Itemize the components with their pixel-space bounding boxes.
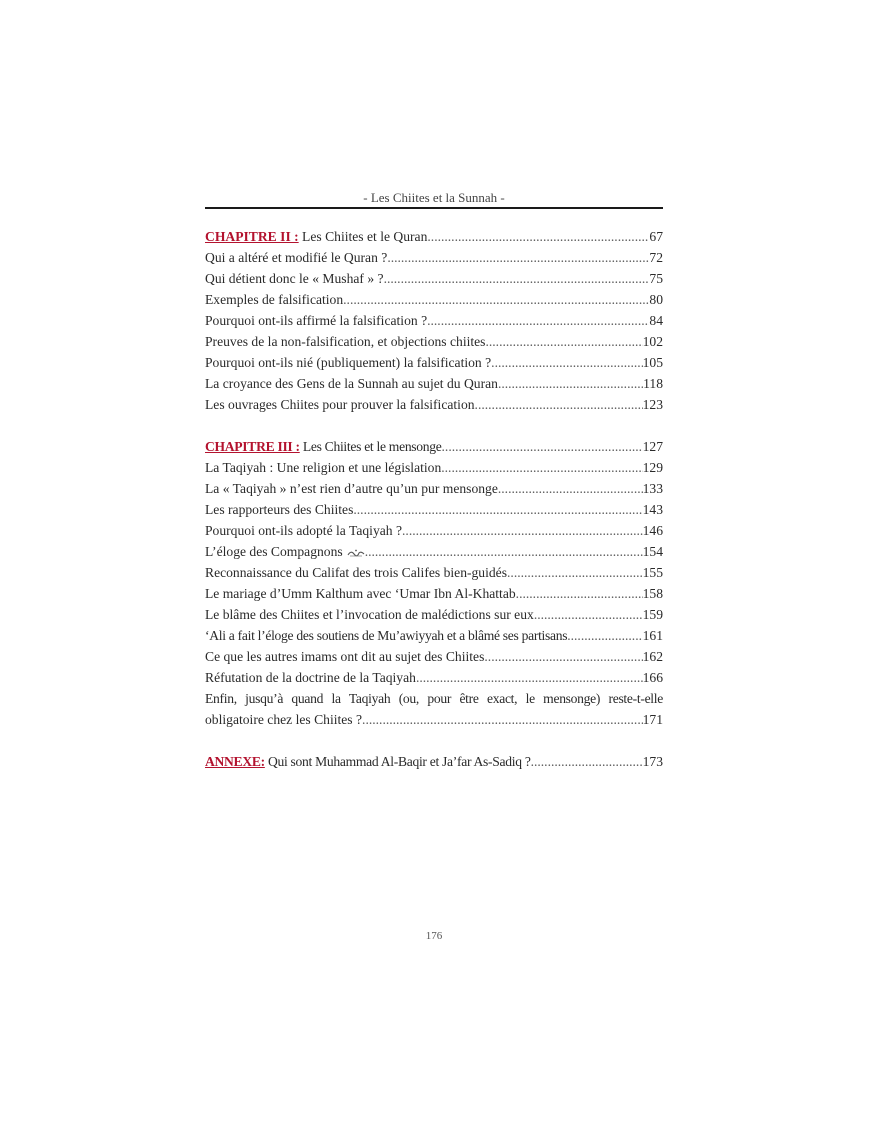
dot-leader (475, 394, 643, 415)
toc-entry (205, 457, 663, 478)
toc-entry-first-line: Enfin, jusqu’à quand la Taqiyah (ou, pour être exact, le mensonge) reste-t-elle (205, 691, 663, 706)
dot-leader (416, 667, 643, 688)
chapter-label: ANNEXE: (205, 754, 265, 769)
toc-chapter-title (205, 226, 427, 247)
toc-entry-title: Qui a altéré et modifié le Quran ? (205, 250, 388, 265)
toc-entry-title: Pourquoi ont-ils nié (publiquement) la falsification ? (205, 355, 492, 370)
toc-entry-title: Reconnaissance du Califat des trois Califes bien-guidés (205, 565, 508, 580)
dot-leader (384, 268, 650, 289)
toc-section-chapter-2 (205, 226, 663, 415)
toc-page-number: 146 (642, 523, 663, 538)
dot-leader (531, 751, 643, 772)
toc-entry-title (205, 541, 365, 562)
toc-page-number: 154 (642, 544, 663, 559)
toc-entry (205, 520, 663, 541)
dot-leader (534, 604, 643, 625)
toc-page-number: 162 (642, 649, 663, 664)
toc-entry-title: Exemples de falsification (205, 292, 344, 307)
dot-leader (507, 562, 643, 583)
dot-leader (498, 478, 643, 499)
toc-page-number: 158 (642, 586, 663, 601)
chapter-title-text: Les Chiites et le mensonge (299, 439, 442, 454)
toc-entry-title: Qui détient donc le « Mushaf » ? (205, 271, 384, 286)
toc-page-number: 80 (649, 292, 663, 307)
dot-leader (491, 352, 642, 373)
toc-entry-title: Le blâme des Chiites et l’invocation de malédictions sur eux (205, 607, 534, 622)
toc-entry (205, 352, 663, 373)
toc-entry (205, 289, 663, 310)
toc-entry (205, 646, 663, 667)
toc-entry (205, 247, 663, 268)
chapter-label: CHAPITRE II : (205, 229, 299, 244)
dot-leader (427, 310, 649, 331)
dot-leader (387, 247, 649, 268)
toc-page-number: 118 (643, 376, 663, 391)
toc-entry-title: Preuves de la non-falsification, et objections chiites (205, 334, 486, 349)
toc-page-number: 67 (649, 229, 663, 244)
toc-page-number: 161 (642, 628, 663, 643)
dot-leader (498, 373, 643, 394)
dot-leader (402, 520, 643, 541)
running-header: - Les Chiites et la Sunnah - (363, 190, 505, 205)
toc-page-number: 127 (642, 439, 663, 454)
toc-entry-title: Le mariage d’Umm Kalthum avec ‘Umar Ibn Al-Khattab (205, 586, 516, 601)
toc-entry-title: ‘Ali a fait l’éloge des soutiens de Mu’awiyyah et a blâmé ses partisans (205, 628, 568, 643)
toc-entry (205, 499, 663, 520)
toc-section-annexe (205, 751, 663, 772)
toc-page-number: 102 (642, 334, 663, 349)
toc-entry (205, 604, 663, 625)
toc-entry-title: La croyance des Gens de la Sunnah au sujet du Quran (205, 376, 498, 391)
toc-entry-title: Pourquoi ont-ils affirmé la falsification ? (205, 313, 428, 328)
toc-entry (205, 268, 663, 289)
toc-page-number: 84 (649, 313, 663, 328)
dot-leader (442, 436, 643, 457)
dot-leader (485, 331, 642, 352)
header-rule (205, 207, 663, 209)
dot-leader (353, 499, 642, 520)
chapter-title-text: Les Chiites et le Quran (298, 229, 428, 244)
dot-leader (441, 457, 642, 478)
toc-entry-title: Les rapporteurs des Chiites (205, 502, 354, 517)
toc-entry (205, 709, 663, 730)
toc-entry (205, 373, 663, 394)
toc-chapter-title (205, 751, 531, 772)
toc-page-number: 166 (642, 670, 663, 685)
toc-entry-title: obligatoire chez les Chiites ? (205, 712, 363, 727)
page-number: 176 (425, 930, 443, 942)
toc-entry (205, 394, 663, 415)
dot-leader (343, 289, 649, 310)
toc-page-number: 155 (642, 565, 663, 580)
toc-page-number: 129 (642, 460, 663, 475)
table-of-contents (205, 226, 663, 772)
toc-chapter-heading (205, 436, 663, 457)
toc-page-number: 123 (642, 397, 663, 412)
toc-entry-title: Réfutation de la doctrine de la Taqiyah (205, 670, 416, 685)
toc-page-number: 173 (642, 754, 663, 769)
toc-page-number: 105 (642, 355, 663, 370)
toc-entry (205, 625, 663, 646)
toc-section-chapter-3 (205, 436, 663, 730)
chapter-title-text: Qui sont Muhammad Al-Baqir et Ja’far As-Sadiq ? (264, 754, 531, 769)
toc-entry-title: Les ouvrages Chiites pour prouver la falsification (205, 397, 475, 412)
dot-leader (567, 625, 642, 646)
toc-page-number: 143 (642, 502, 663, 517)
toc-page-number: 75 (649, 271, 663, 286)
toc-entry (205, 478, 663, 499)
dot-leader (516, 583, 643, 604)
toc-entry-title: La Taqiyah : Une religion et une législation (205, 460, 442, 475)
toc-entry-text: L’éloge des Compagnons (205, 544, 343, 559)
chapter-label: CHAPITRE III : (205, 439, 300, 454)
toc-page-number: 72 (649, 250, 663, 265)
dot-leader (427, 226, 649, 247)
toc-entry-title: Pourquoi ont-ils adopté la Taqiyah ? (205, 523, 403, 538)
toc-entry (205, 562, 663, 583)
toc-page-number: 159 (642, 607, 663, 622)
salutation-calligraphy-icon (347, 548, 365, 557)
toc-entry-title: Ce que les autres imams ont dit au sujet des Chiites (205, 649, 485, 664)
toc-entry (205, 541, 663, 562)
toc-entry (205, 667, 663, 688)
dot-leader (362, 709, 643, 730)
toc-chapter-heading (205, 226, 663, 247)
dot-leader (484, 646, 642, 667)
toc-page-number: 171 (642, 712, 663, 727)
toc-entry (205, 310, 663, 331)
toc-entry-title: La « Taqiyah » n’est rien d’autre qu’un pur mensonge (205, 481, 498, 496)
toc-entry (205, 331, 663, 352)
toc-chapter-heading (205, 751, 663, 772)
toc-entry (205, 583, 663, 604)
toc-page-number: 133 (642, 481, 663, 496)
toc-chapter-title (205, 436, 442, 457)
dot-leader (365, 541, 643, 562)
